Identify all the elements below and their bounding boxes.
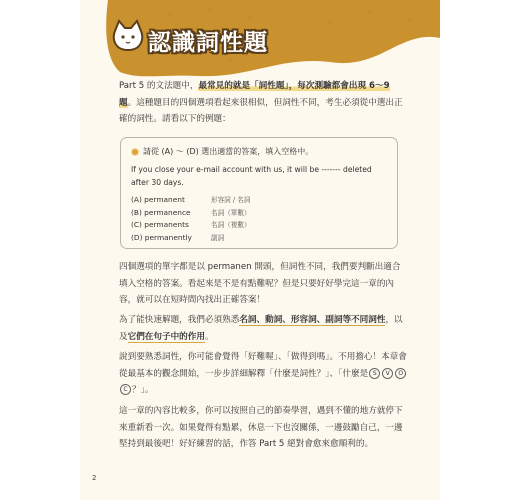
intro-highlight: 最常見的就是「詞性題」，每次測驗都會出現 6～9 題	[119, 81, 390, 108]
document-page	[80, 0, 440, 500]
intro-text-a: Part 5 的文法題中，	[119, 81, 199, 91]
option-row	[131, 219, 387, 232]
option-meaning: 形容詞 / 名詞	[211, 196, 251, 204]
v-symbol: V	[382, 368, 393, 379]
bullet-icon	[131, 148, 139, 156]
example-instruction	[131, 146, 387, 157]
page-title: 認識詞性題	[148, 30, 268, 56]
option-meaning: 名詞（複數）	[211, 221, 251, 229]
option-row	[131, 194, 387, 207]
tip-text-a: 為了能快速解題，我們必須熟悉	[119, 315, 240, 325]
example-question: If you close your e-mail account with us, it will be ------- deleted after 30 days.	[131, 165, 372, 187]
tip-text-c: 。	[204, 331, 214, 342]
s-symbol: S	[369, 368, 380, 379]
option-meaning: 名詞（單數）	[211, 208, 251, 217]
option-row	[131, 232, 387, 245]
chapter-intro-paragraph	[119, 349, 409, 399]
tip-underline-parts-of-speech: 名詞、動詞、形容詞、副詞等不同詞性	[239, 315, 386, 325]
option-word: (B) permanence	[131, 207, 191, 217]
option-word: (D) permanently	[131, 232, 192, 242]
option-word: (A) permanent	[131, 195, 185, 204]
example-instruction-text: 請從 (A) ～ (D) 選出適當的答案，填入空格中。	[143, 147, 314, 156]
tip-underline-function: 它們在句子中的作用	[127, 331, 205, 342]
page-number: 2	[92, 474, 97, 482]
option-meaning: 副詞	[211, 233, 225, 242]
intro-text-b: 。這種題目的四個選項看起來很相似，但詞性不同，考生必須從中選出正確的詞性。請看以下的例題：	[119, 97, 403, 124]
option-row	[131, 207, 387, 220]
intro-paragraph	[119, 78, 409, 128]
chapter-text-b: ？」。	[132, 385, 154, 395]
tip-text-b: ，以及	[119, 315, 403, 342]
explanation-paragraph: 四個選項的單字都是以 permanen 開頭，但詞性不同，我們要判斷出適合填入空格的答案。看起來是不是有點難呢？但是只要好好學完這一章的內容，就可以在短時間內找出正確答案！	[119, 262, 401, 305]
c-symbol: C	[120, 384, 131, 395]
example-box	[120, 137, 398, 249]
chapter-text-a: 說到要熟悉詞性，你可能會覺得「好難喔」、「做得到嗎」。不用擔心！本章會從最基本的觀念開始，一步步詳細解釋「什麼是詞性？」、「什麼是	[119, 352, 407, 379]
o-symbol: O	[395, 368, 406, 379]
cat-mascot-icon	[110, 18, 146, 54]
study-tip-paragraph	[119, 312, 409, 345]
encouragement-paragraph: 這一章的內容比較多，你可以按照自己的節奏學習，遇到不懂的地方就停下來重新看一次。如果覺得有點累，休息一下也沒關係，一邊鼓勵自己，一邊堅持到最後吧！好好練習的話，作答 Part 5 絕對會愈來愈順利的。	[119, 406, 403, 449]
option-word: (C) permanents	[131, 220, 189, 229]
